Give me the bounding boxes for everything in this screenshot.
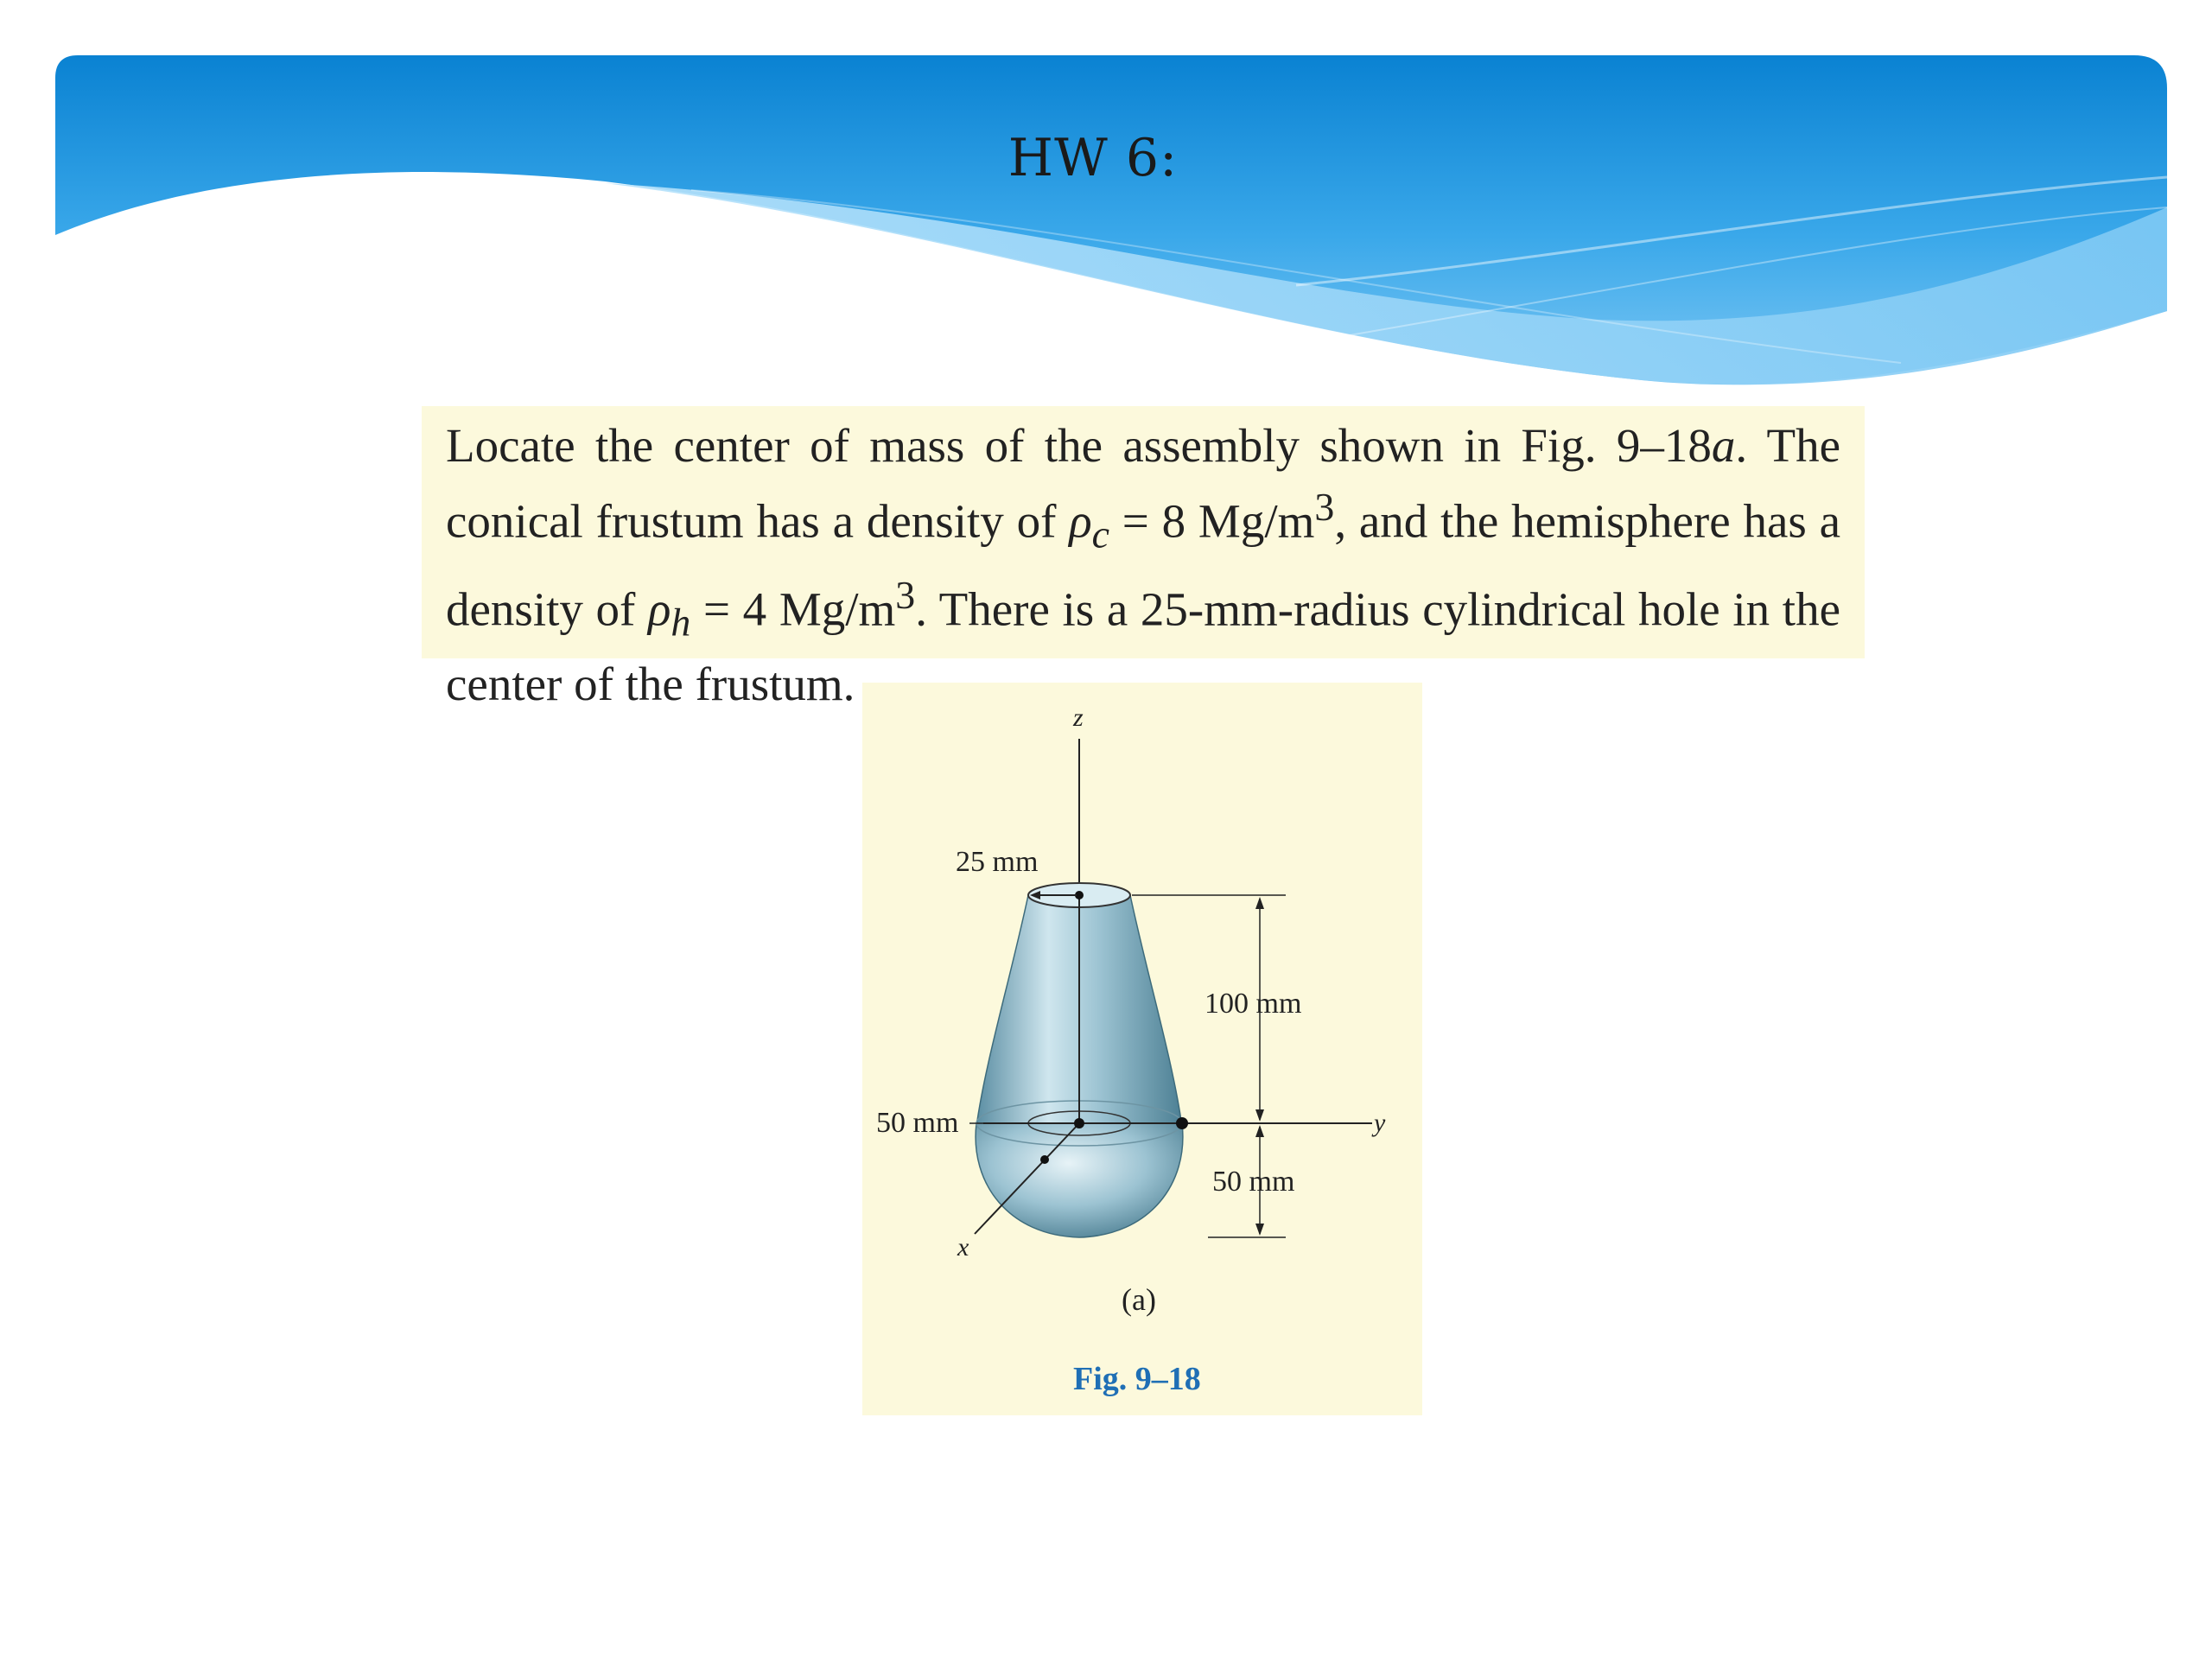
hemisphere-height-label: 50 mm [1212, 1166, 1295, 1198]
figure-panel [862, 683, 1422, 1415]
base-radius-label: 50 mm [876, 1107, 959, 1139]
frustum-height-label: 100 mm [1205, 988, 1302, 1020]
figure-part-label: (a) [1122, 1282, 1156, 1317]
problem-text-part: = 8 Mg/m [1109, 494, 1315, 548]
header-wave-banner [0, 0, 2212, 397]
slide-title: HW 6: [1007, 128, 1179, 188]
problem-statement-box [422, 406, 1865, 710]
problem-figure-letter: a [1711, 419, 1736, 472]
top-radius-label: 25 mm [956, 846, 1039, 878]
figure-caption: Fig. 9–18 [1073, 1361, 1201, 1397]
problem-text-part: . The conical frustum has a density of [446, 419, 1840, 548]
y-axis-label: y [1374, 1109, 1386, 1137]
problem-text-part: , and the hemisphere has a density of [446, 494, 1841, 636]
base-center-point [1074, 1118, 1084, 1128]
x-axis-label: x [957, 1233, 969, 1262]
x-axis-point [1040, 1155, 1049, 1164]
exponent: 3 [1314, 485, 1335, 529]
problem-text-part: Locate the center of mass of the assembly shown in Fig. 9–18 [446, 419, 1712, 472]
problem-text-part: . There is a 25-mm-radius cylindrical hole in the center of the frustum. [446, 582, 1840, 710]
base-edge-point [1176, 1117, 1188, 1129]
exponent: 3 [895, 573, 916, 618]
z-axis-label: z [1073, 703, 1084, 732]
problem-statement [446, 415, 1840, 715]
rho-c-subscript: c [1091, 512, 1109, 556]
rho-h-subscript: h [671, 600, 691, 645]
rho-c-symbol: ρ [1069, 494, 1092, 548]
rho-h-symbol: ρ [648, 582, 671, 636]
hemisphere-body [976, 1123, 1183, 1237]
assembly-figure [862, 683, 1422, 1415]
problem-text-part: = 4 Mg/m [690, 582, 896, 636]
